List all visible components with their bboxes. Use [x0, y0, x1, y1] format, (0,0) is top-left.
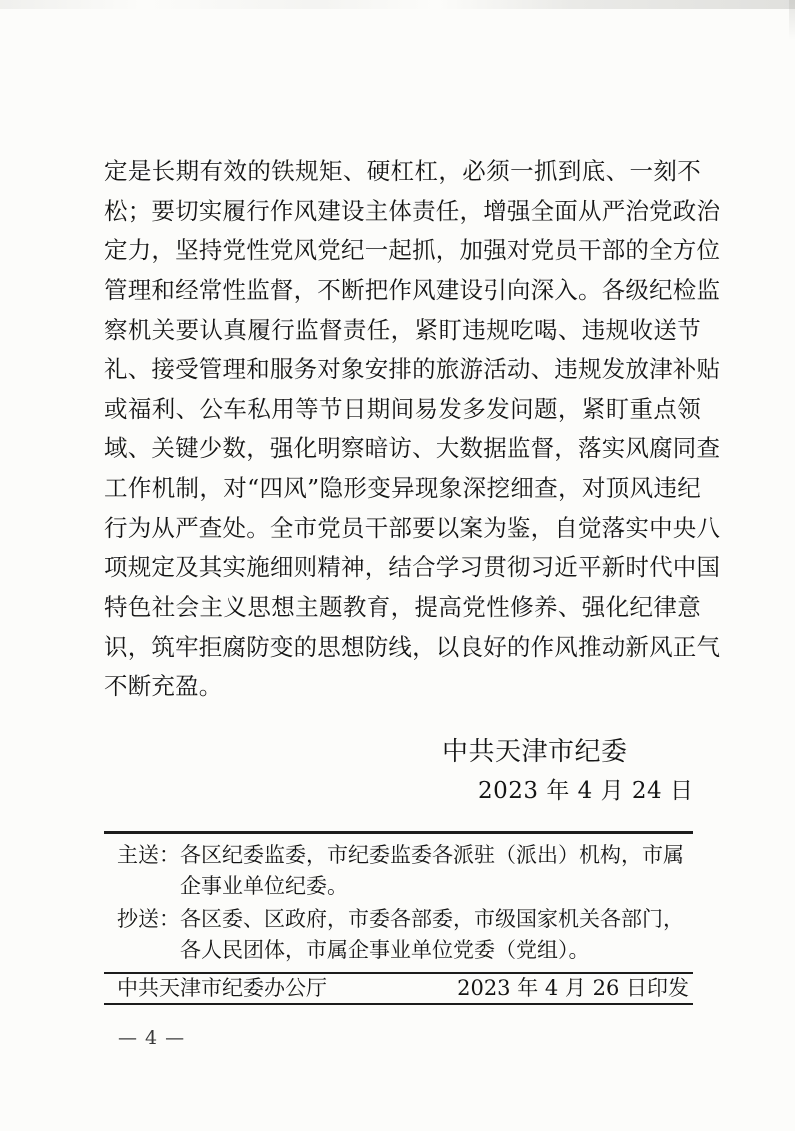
- body-line: 项规定及其实施细则精神，结合学习贯彻习近平新时代中国: [104, 553, 721, 582]
- body-line: 管理和经常性监督，不断把作风建设引向深入。各级纪检监: [104, 275, 721, 304]
- body-line: 域、关键少数，强化明察暗访、大数据监督，落实风腐同查: [104, 434, 721, 463]
- divider-imprint-top: [104, 972, 693, 974]
- body-line: 工作机制，对“四风”隐形变异现象深挖细查，对顶风违纪: [104, 474, 701, 503]
- page-number: — 4 —: [118, 1027, 186, 1049]
- body-line: 特色社会主义思想主题教育，提高党性修养、强化纪律意: [104, 593, 701, 622]
- body-line: 识，筑牢拒腐防变的思想防线，以良好的作风推动新风正气: [104, 632, 721, 661]
- body-line: 或福利、公车私用等节日期间易发多发问题，紧盯重点领: [104, 394, 701, 423]
- scan-artifact: [0, 0, 795, 9]
- distribution-main-row: [117, 840, 695, 901]
- body-line: 礼、接受管理和服务对象安排的旅游活动、违规发放津补贴: [104, 355, 721, 384]
- imprint-office: 中共天津市纪委办公厅: [117, 976, 327, 1000]
- copy-send-line2: 各人民团体，市属企事业单位党委（党组）。: [180, 937, 590, 962]
- distribution-copy-row: [117, 904, 695, 965]
- main-send-content: [180, 840, 695, 901]
- imprint-print-date: 2023 年 4 月 26 日印发: [457, 976, 689, 1000]
- body-line: 定力，坚持党性党风党纪一起抓，加强对党员干部的全方位: [104, 236, 721, 265]
- copy-send-content: [180, 904, 695, 965]
- imprint-row: [104, 975, 693, 1002]
- copy-send-label: 抄送：: [117, 907, 180, 931]
- body-line: 定是长期有效的铁规矩、硬杠杠，必须一抓到底、一刻不: [104, 157, 701, 185]
- body-line: 松；要切实履行作风建设主体责任，增强全面从严治党政治: [104, 196, 721, 225]
- signature-date: 2023 年 4 月 24 日: [478, 778, 694, 804]
- divider-imprint-bottom: [104, 1003, 693, 1005]
- main-send-line2: 企事业单位纪委。: [180, 873, 348, 898]
- divider-top: [104, 831, 693, 834]
- body-line: 行为从严查处。全市党员干部要以案为鉴，自觉落实中央八: [104, 513, 721, 542]
- body-line: 不断充盈。: [104, 672, 223, 701]
- distribution-block: [117, 840, 695, 965]
- copy-send-line1: 各区委、区政府，市委各部委，市级国家机关各部门，: [180, 907, 684, 931]
- main-send-line1: 各区纪委监委，市纪委监委各派驻（派出）机构，市属: [180, 843, 684, 867]
- signature-org: 中共天津市纪委: [442, 737, 628, 767]
- body-line: 察机关要认真履行监督责任，紧盯违规吃喝、违规收送节: [104, 315, 701, 344]
- scan-artifact: [789, 0, 795, 40]
- main-send-label: 主送：: [117, 843, 180, 867]
- body-paragraph: [104, 152, 721, 707]
